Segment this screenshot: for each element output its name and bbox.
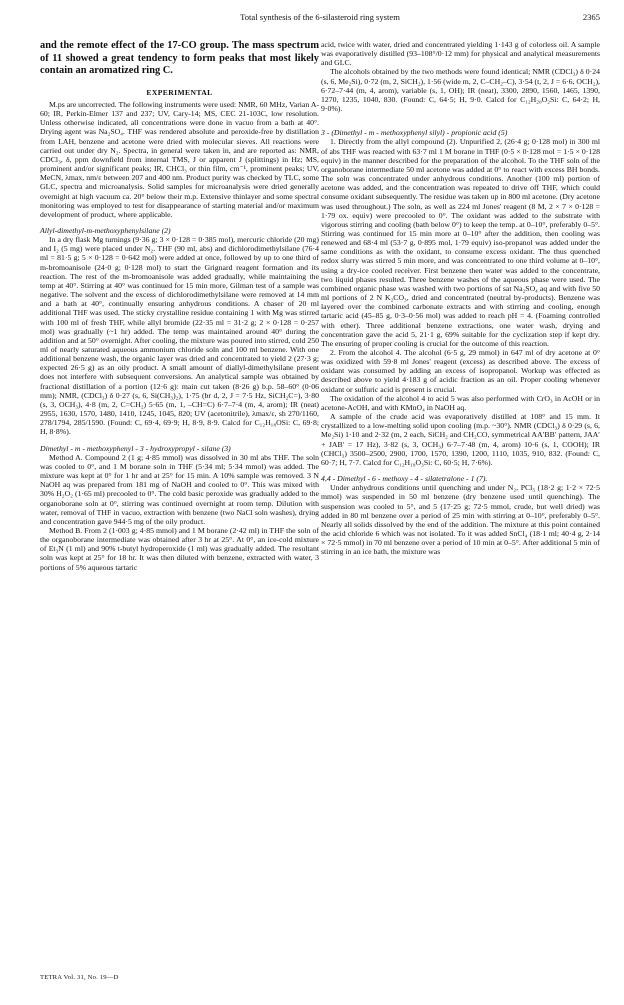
- continuation-paragraph: acid, twice with water, dried and concentrated yielding 1·143 g of colorless oil. A sample was evaporatively distilled (93–108°/0·12 mm) for physical and analytical measurements and GLC.: [321, 40, 600, 68]
- page-footer: TETRA Vol. 31, No. 19—D: [40, 974, 119, 981]
- experimental-paragraph: M.ps are uncorrected. The following instruments were used: NMR, 60 MHz, Varian A-60; IR, Perkin-Elmer 137 and 237; UV, Cary-14; MS, CEC 21-103C, low resolution. Unless otherwise indicated, all concentrations were done in vacuo from a bath at 40°. Drying agent was Na₂SO₄. THF was rendered absolute and peroxide-free by distillation from LAH, benzene and acetone were dried with molecular sieves. All reactions were carried out under dry N₂. Spectra, in general were taken in, and are reported as: NMR, CDCl₃, δ, ppm downfield from internal TMS, J or apparent J (splittings) in Hz; MS, prominent and/or significant peaks; IR, CHCl₃ or thin film, cm⁻¹, prominent peaks; UV, MeCN, λmax, nm/ε between 207 and 400 nm. Product purity was checked by TLC, some GLC, spectra and microanalysis. Solid samples for microanalysis were dried generally overnight at high vacuum ca. 20° below their m.p. Extensive thinlayer and some spectral monitoring was employed to test for disappearance of starting material and/or maximum development of product, where applicable.: [40, 99, 319, 219]
- alcohols-paragraph: The alcohols obtained by the two methods were found identical; NMR (CDCl₃) δ 0·24 (s, 6, Me₂Si), 0·72 (m, 2, SiCH₂), 1·56 (wide m, 2, C–CH₂–C), 3·54 (t, 2, J = 6·6, OCH₂), 6·72–7·44 (m, 4, arom), variable (s, 1, OH); IR (neat), 3300, 2890, 1560, 1465, 1390, 1270, 1235, 1040, 830. (Found: C, 64·5; H, 9·0. Calcd for C₁₂H₂₀O₂Si: C, 64·2; H, 9·0%).: [321, 67, 600, 114]
- compound-heading-silatetralone: 4,4 - Dimethyl - 6 - methoxy - 4 - silatetralone - 1 (7).: [321, 474, 488, 484]
- sample-paragraph: A sample of the crude acid was evaporatively distilled at 108° and 15 mm. It crystallized to a low-melting solid upon cooling (m.p. ~30°). NMR (CDCl₃) δ 0·29 (s, 6, Me₂Si) 1·10 and 2·32 (m, 2 each, SiCH₂ and CH₂CO, symmetrical AA′BB′ pattern, JAA′ + JAB′ = 17 Hz), 3·82 (s, 3, OCH₃) 6·7–7·48 (m, 4, arom) 10·6 (s, 1, COOH); IR (CHCl₃) 3500–2500, 2900, 1700, 1570, 1390, 1200, 1110, 1035, 910, 832. (Found: C, 60·7; H, 7·7. Calcd for C₁₂H₁₈O₃Si: C, 60·5; H, 7·6%).: [321, 412, 600, 467]
- right-column: [321, 40, 600, 556]
- left-column: [40, 40, 319, 572]
- compound-heading-hydroxypropyl: Dimethyl - m - methoxyphenyl - 3 - hydroxypropyl - silane (3): [40, 443, 231, 453]
- method-b-paragraph: Method B. From 2 (1·003 g; 4·85 mmol) and 1 M borane (2·42 ml) in THF the soln of the organoborane intermediate was obtained after 3 hr at 25°. At 0°, an ice-cold mixture of Et₃N (1 ml) and 90% t-butyl hydroperoxide (1 ml) was gradually added. The resultant soln was kept at 25° for 18 hr. It was then diluted with benzene, extracted with water, 3 portions of 5% aqueous tartaric: [40, 525, 319, 572]
- method-a-paragraph: Method A. Compound 2 (1 g; 4·85 mmol) was dissolved in 30 ml abs THF. The soln was cooled to 0°, and 1 M borane soln in THF (5·34 ml; 5·34 mmol) was added. The mixture was kept at 0° for 1 hr and at 25° for 15 min. A 10% sample was removed. 3 N NaOH aq was prepared from 181 mg of NaOH and cooled to 0°. This was mixed with 30% H₂O₂ (1·65 ml) precooled to 0°. The cold basic peroxide was gradually added to the organoborane soln at 0°, stirring was continued overnight at room temp. Dilution with water, removal of THF in vacuo, extraction with benzene (two NaCl soln washes), drying and concentration gave 944·5 mg of the oily product.: [40, 452, 319, 526]
- lead-paragraph: and the remote effect of the 17-CO group. The mass spectrum of 11 showed a great tendency to form peaks that most likely contain an aromatized ring C.: [40, 40, 319, 77]
- step2-paragraph: 2. From the alcohol 4. The alcohol (6·5 g, 29 mmol) in 647 ml of dry acetone at 0° was oxidized with 59·8 ml Jones' reagent (excess) as described above. The excess of oxidant was consumed by adding an excess of isopropanol. Workup was effected as described above to yield 4·183 g of acidic fraction as an oil. Proper cooling whenever oxidant or sulfuric acid is present is crucial.: [321, 348, 600, 394]
- compound-heading-propionic-acid: 3 - (Dimethyl - m - methoxyphenyl silyl) - propionic acid (5): [321, 128, 508, 138]
- spacer: [321, 113, 600, 121]
- compound-heading-allyl: Allyl-dimethyl-m-methoxyphenylsilane (2): [40, 225, 171, 235]
- page-number: 2365: [582, 12, 600, 22]
- running-title: Total synthesis of the 6-silasteroid ring system: [240, 12, 400, 22]
- section-heading-experimental: EXPERIMENTAL: [146, 87, 213, 97]
- silatetralone-paragraph: Under anhydrous conditions until quenching and under N₂, PCl₅ (18·2 g; 1·2 × 72·5 mmol) was suspended in 50 ml benzene (dry benzene used until quenching). The suspension was cooled to 5°, and 5 (17·25 g; 72·5 mmol, crude, but well dried) was added in 80 ml benzene over a period of 25 min with stirring at 0–10°, preferably 0–5°. Nearly all solids dissolved by the end of the addition. The mixture at this point contained the acid chloride 6 which was not isolated. To it was added SnCl₄ (18·1 ml; 40·4 g, 2·14 × 72·5 mmol) in 70 ml benzene over a period of 10 min at 0–5°. After additional 5 min of stirring in an ice bath, the mixture was: [321, 483, 600, 557]
- allyl-procedure-paragraph: In a dry flask Mg turnings (9·36 g; 3 × 0·128 = 0·385 mol), mercuric chloride (20 mg) and I₂ (5 mg) were placed under N₂. THF (90 ml, abs) and dichlorodimethylsilane (76·4 ml = 81·5 g; 5 × 0·128 = 0·642 mol) were added at once, followed by up to one third of m-bromoanisole (24·0 g; 0·128 mol) to start the Grignard reagent formation and its reaction. The rest of the m-bromoanisole was added gradually, while maintaining the temp at 40°. Stirring at 40° was continued for 15 min more, Gilman test of a sample was negative. The solvent and the excess of dichlorodimethylsilane were removed at 14 mm and a bath at 40°, continually ensuring anhydrous conditions. A chaser of 20 ml additional THF was used. The sticky crystalline residue containing 1 with Mg was stirred with 100 ml of fresh THF, while allyl bromide (22·35 ml = 31·2 g; 2 × 0·128 = 0·257 mol) was gradually (~1 hr) added. The temp was maintained around 40° during the addition and at 50° overnight. After cooling, the mixture was poured into stirred, cold 250 ml of nearly saturated aqueous ammonium chloride soln and 100 ml benzene. With one additional benzene wash, the organic layer was dried and concentrated to yield 2 (27·3 g; expected 26·5 g) as an oily product. A small amount of diallyl-dimethylsilane present does not interfere with subsequent conversions. An analytical sample was obtained by fractional distillation of a portion (12·6 g): main cut taken (8·26 g) b.p. 58–60° (0·06 mm); NMR, (CDCl₃) δ 0·27 (s, 6, Si(CH₃)₂), 1·75 (br d, 2, J = 7·5 Hz, SiCH₂C=), 3·80 (s, 3, OCH₃), 4·8 (m, 2, C=CH₂) 5·65 (m, 1, –CH=C) 6·7–7·4 (m, 4, arom); IR (neat) 2955, 1630, 1570, 1480, 1410, 1245, 1045, 820; UV (acetonitrile), λmax/ε, sh 270/1160, 278/1794, 285/1590. (Found: C, 69·4, 69·9; H, 8·9, 8·9. Calcd for C₁₂H₁₈OSi: C, 69·8; H, 8·8%).: [40, 235, 319, 437]
- page-header: [40, 12, 600, 26]
- step1-paragraph: 1. Directly from the allyl compound (2). Unpurified 2, (26·4 g; 0·128 mol) in 300 ml of abs THF was reacted with 63·7 ml 1 M borane in THF (0·5 × 0·128 mol = 1·5 × 0·128 equiv) in the manner described for the preparation of the alcohol. To the THF soln of the organoborane intermediate 50 ml acetone was added at 0° to react with excess BH bonds. The soln was concentrated under anhydrous conditions. Another (100 ml) portion of acetone was added, and the concentration was repeated to drive off THF, which could consume oxidant subsequently. The residue was taken up in 800 ml acetone. (Dry acetone was used throughout.) The soln, as well as 224 ml Jones' reagent (8 M, 2 × 7 × 0·128 = 1·79 ox. equiv) were precooled to 0°. The oxidant was added to the substrate with vigorous stirring and cooling (bath below 0°) to keep the temp. at 0–10°, preferably 0–5°. Stirring was continued for 15 min more at 0–10° after the addition, then cooling was renewed and 68·4 ml (53·7 g, 0·895 mol, 1·79 equiv) iso-propanol was added under the same conditions as with the oxidant, to consume excess oxidant. The thus quenched redox slurry was stirred 5 min more, and was concentrated to one third volume at 0–10°, using a dry-ice cooled receiver. First benzene then water was added to the concentrate, two liquid phases resulted. Three benzene washes of the aqueous phase were used. The combined organic phase was washed with two portions of sat Na₂SO₄ aq and with five 50 ml portions of 2 N K₂CO₃, dried and concentrated (neutral by-products). Benzene was layered over the combined carbonate extracts and with stirring and cooling, enough tartaric acid (45–85 g, 0·3–0·56 mol) was added to reach pH = 4. (Foaming controlled with ether). Three additional benzene extractions, one water wash, drying and concentration gave the acid 5, 21·1 g, 69% suitable for the cyclization step if kept dry. The ensuring of proper cooling is crucial for the outcome of this reaction.: [321, 137, 600, 348]
- oxidation-paragraph: The oxidation of the alcohol 4 to acid 5 was also performed with CrO₃ in AcOH or in acetone-AcOH, and with KMnO₄ in NaOH aq.: [321, 393, 600, 412]
